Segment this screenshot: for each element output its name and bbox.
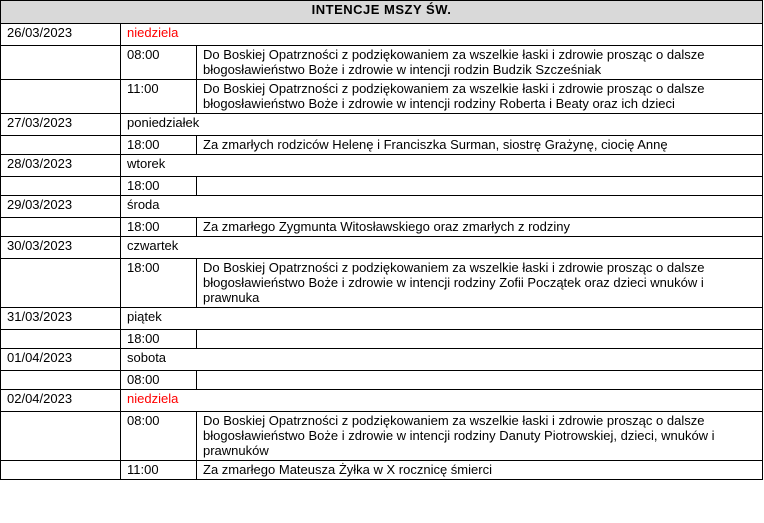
date-cell: 02/04/2023 [1, 390, 121, 412]
mass-intention: Do Boskiej Opatrzności z podziękowaniem za wszelkie łaski i zdrowie prosząc o dalsze błogosławieństwo Boże i zdrowie w intencji rodzin Budzik Szcześniak [197, 46, 763, 80]
mass-row [1, 80, 763, 114]
mass-intention: Za zmarłego Mateusza Żyłka w X rocznicę śmierci [197, 461, 763, 480]
empty-date-cell [1, 412, 121, 461]
mass-intention [197, 371, 763, 390]
mass-time: 08:00 [121, 412, 197, 461]
day-row [1, 114, 763, 136]
date-cell: 28/03/2023 [1, 155, 121, 177]
mass-time: 18:00 [121, 136, 197, 155]
day-row [1, 237, 763, 259]
empty-date-cell [1, 259, 121, 308]
header-row [1, 1, 763, 24]
mass-intention [197, 177, 763, 196]
mass-row [1, 218, 763, 237]
mass-intention: Za zmarłych rodziców Helenę i Franciszka Surman, siostrę Grażynę, ciocię Annę [197, 136, 763, 155]
mass-row [1, 461, 763, 480]
weekday-cell: piątek [121, 308, 763, 330]
date-cell: 01/04/2023 [1, 349, 121, 371]
empty-date-cell [1, 136, 121, 155]
table-title: INTENCJE MSZY ŚW. [1, 1, 763, 24]
empty-date-cell [1, 46, 121, 80]
mass-row [1, 46, 763, 80]
day-row [1, 196, 763, 218]
weekday-cell: czwartek [121, 237, 763, 259]
mass-row [1, 330, 763, 349]
mass-time: 18:00 [121, 330, 197, 349]
day-row [1, 349, 763, 371]
mass-row [1, 259, 763, 308]
mass-intention [197, 330, 763, 349]
day-row [1, 24, 763, 46]
mass-time: 18:00 [121, 218, 197, 237]
day-row [1, 308, 763, 330]
mass-intention: Do Boskiej Opatrzności z podziękowaniem za wszelkie łaski i zdrowie prosząc o dalsze błogosławieństwo Boże i zdrowie w intencji rodziny Zofii Początek oraz dzieci wnuków i prawnuka [197, 259, 763, 308]
weekday-cell: wtorek [121, 155, 763, 177]
date-cell: 29/03/2023 [1, 196, 121, 218]
mass-time: 11:00 [121, 461, 197, 480]
date-cell: 31/03/2023 [1, 308, 121, 330]
mass-time: 08:00 [121, 371, 197, 390]
mass-row [1, 177, 763, 196]
weekday-cell: sobota [121, 349, 763, 371]
empty-date-cell [1, 218, 121, 237]
weekday-cell: niedziela [121, 24, 763, 46]
mass-intention: Do Boskiej Opatrzności z podziękowaniem za wszelkie łaski i zdrowie prosząc o dalsze błogosławieństwo Boże i zdrowie w intencji rodziny Roberta i Beaty oraz ich dzieci [197, 80, 763, 114]
mass-time: 11:00 [121, 80, 197, 114]
mass-intention: Do Boskiej Opatrzności z podziękowaniem za wszelkie łaski i zdrowie prosząc o dalsze błogosławieństwo Boże i zdrowie w intencji rodziny Danuty Piotrowskiej, dzieci, wnuków i prawnuków [197, 412, 763, 461]
mass-row [1, 412, 763, 461]
weekday-cell: środa [121, 196, 763, 218]
mass-time: 18:00 [121, 177, 197, 196]
mass-time: 18:00 [121, 259, 197, 308]
mass-row [1, 136, 763, 155]
weekday-cell: niedziela [121, 390, 763, 412]
empty-date-cell [1, 177, 121, 196]
empty-date-cell [1, 371, 121, 390]
day-row [1, 390, 763, 412]
mass-intention: Za zmarłego Zygmunta Witosławskiego oraz zmarłych z rodziny [197, 218, 763, 237]
empty-date-cell [1, 330, 121, 349]
weekday-cell: poniedziałek [121, 114, 763, 136]
date-cell: 26/03/2023 [1, 24, 121, 46]
empty-date-cell [1, 461, 121, 480]
empty-date-cell [1, 80, 121, 114]
mass-row [1, 371, 763, 390]
day-row [1, 155, 763, 177]
date-cell: 27/03/2023 [1, 114, 121, 136]
mass-time: 08:00 [121, 46, 197, 80]
date-cell: 30/03/2023 [1, 237, 121, 259]
